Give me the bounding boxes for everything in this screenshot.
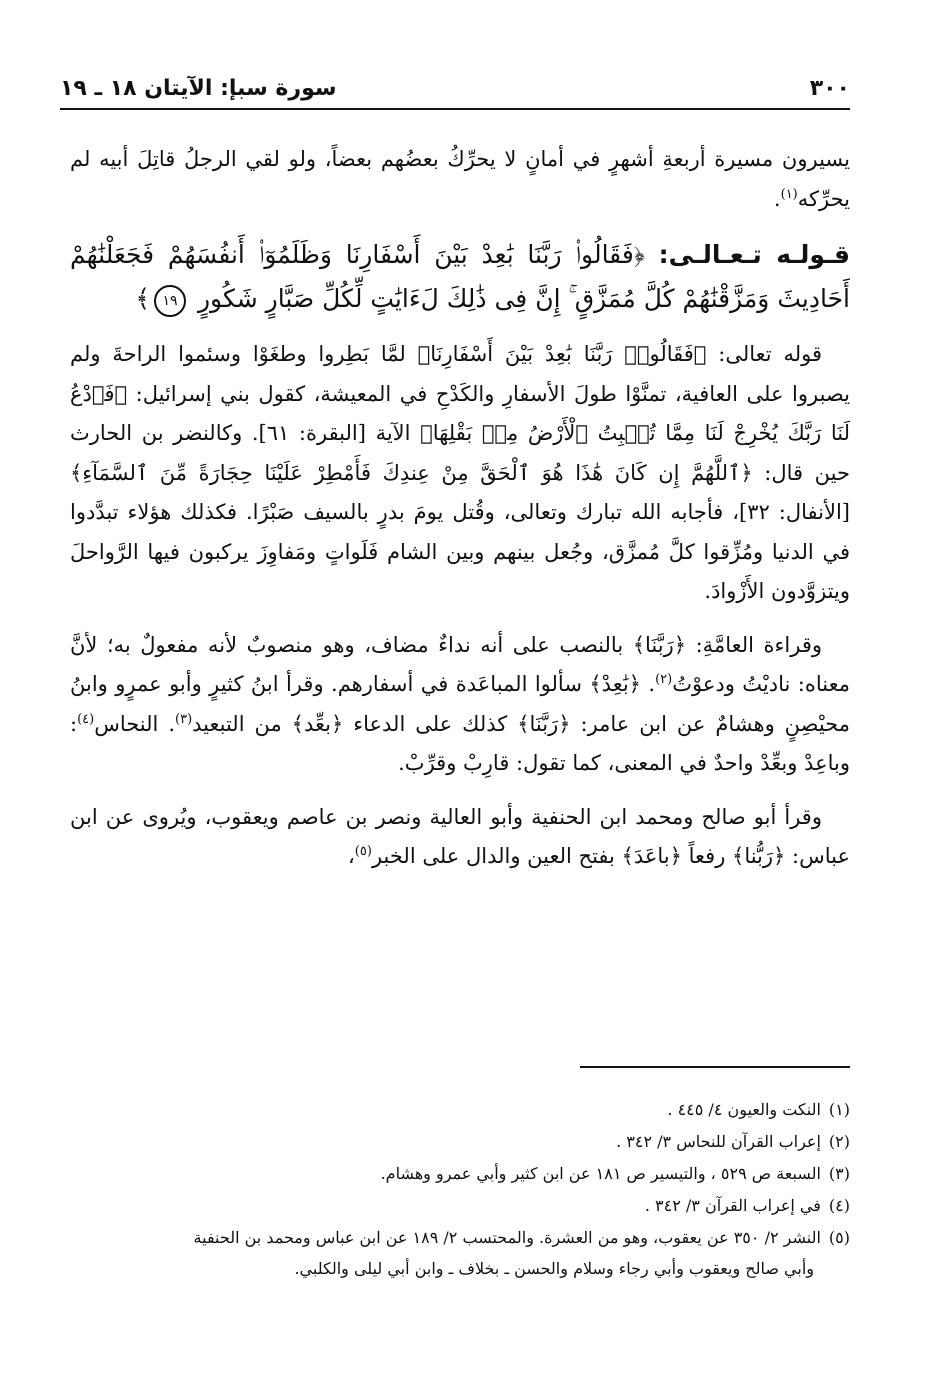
footnote-ref-5: (٥) xyxy=(354,844,372,859)
commentary-paragraph-2 xyxy=(70,626,850,784)
footnote-ref-1: (١) xyxy=(780,186,798,202)
footnote-text: النشر ٢/ ٣٥٠ عن يعقوب، وهو من العشرة. والمحتسب ٢/ ١٨٩ عن ابن عباس ومحمد بن الحنفية xyxy=(193,1228,821,1247)
footnote-continuation: وأبي صالح ويعقوب وأبي رجاء وسلام والحسن ـ بخلاف ـ وابن أبي ليلى والكلبي. xyxy=(294,1259,814,1278)
verse-text: ﴿فَقَالُوا۟ رَبَّنَا بَٰعِدْ بَيْنَ أَسْفَارِنَا وَظَلَمُوٓا۟ أَنفُسَهُمْ فَجَعَلْنَٰهُمْ أَحَادِيثَ وَمَزَّقْنَٰهُمْ كُلَّ مُمَزَّقٍ ۚ إِنَّ فِى ذَٰلِكَ لَءَايَٰتٍ لِّكُلِّ صَبَّارٍ شَكُورٍ xyxy=(70,240,850,313)
footnote-text: النكت والعيون ٤/ ٤٤٥ . xyxy=(667,1100,821,1119)
para2-text-c: . النحاس xyxy=(94,711,175,736)
verse-label: قـولـه تـعـالـى: xyxy=(658,240,850,269)
para3-end: ، xyxy=(348,844,355,868)
footnote-text: السبعة ص ٥٢٩ ، والتيسير ص ١٨١ عن ابن كثير وأبي عمرو وهشام. xyxy=(380,1164,821,1183)
footnote-3 xyxy=(65,1158,850,1189)
footnotes xyxy=(65,1094,850,1285)
footnote-1 xyxy=(65,1094,850,1125)
footnote-number: (٣) xyxy=(828,1164,850,1183)
footnote-text: إعراب القرآن للنحاس ٣/ ٣٤٢ . xyxy=(616,1132,821,1151)
footnote-4 xyxy=(65,1190,850,1221)
intro-text: يسيرون مسيرة أربعةِ أشهرٍ في أمانٍ لا يحرِّكُ بعضُهم بعضاً، ولو لقي الرجلُ قاتِلَ أبيه لم يحرِّكه xyxy=(70,147,850,211)
ayah-number-marker: ١٩ xyxy=(154,285,186,317)
para3-text-a: وقرأ أبو صالح ومحمد ابن الحنفية وأبو العالية ونصر بن عاصم ويعقوب، ويُروى عن ابن عباس: ﴿رَبُّنا﴾ رفعاً ﴿باعَدَ﴾ بفتح العين والدال على الخبر xyxy=(70,804,850,868)
para2-text-a: وقراءة العامَّةِ: ﴿رَبَّنَا﴾ بالنصب على أنه نداءٌ مضاف، وهو منصوبٌ لأنه مفعولٌ به؛ لأنَّ معناه: ناديْتُ ودعوْتُ xyxy=(70,632,851,696)
page-header xyxy=(60,70,850,106)
main-text xyxy=(70,140,850,891)
para2-text-d: : وباعِدْ وبعِّدْ واحدٌ في المعنى، كما تقول: قارِبْ وقرِّبْ. xyxy=(70,711,850,775)
footnote-number: (٤) xyxy=(828,1196,850,1215)
footnote-text: في إعراب القرآن ٣/ ٣٤٢ . xyxy=(644,1196,821,1215)
intro-paragraph xyxy=(70,140,850,219)
verse-close: ﴾ xyxy=(135,284,151,313)
footnote-ref-4: (٤) xyxy=(77,711,95,727)
page-number: ٣٠٠ xyxy=(809,75,850,101)
footnote-number: (١) xyxy=(828,1100,850,1119)
footnote-5 xyxy=(65,1222,850,1284)
para2-text-b: . ﴿بَٰعِدْ﴾ سألوا المباعَدة في أسفارهم. وقرأ ابنُ كثيرٍ وأبو عمرٍو وابنُ محيْصِنٍ وهشامٌ عن ابن عامر: ﴿رَبَّنَا﴾ كذلك على الدعاء ﴿بعِّد﴾ من التبعيد xyxy=(70,672,850,736)
footnote-2 xyxy=(65,1126,850,1157)
commentary-paragraph-1: قوله تعالى: ﴿فَقَالُوا۟ رَبَّنَا بَٰعِدْ بَيْنَ أَسْفَارِنَا﴾ لمَّا بَطِروا وطغَوْا وسئموا الراحةَ ولم يصبروا على العافية، تمنَّوْا طولَ الأسفارِ والكَدْحِ في المعيشة، كقول بني إسرائيل: ﴿فَٱدْعُ لَنَا رَبَّكَ يُخْرِجْ لَنَا مِمَّا تُنۢبِتُ ٱلْأَرْضُ مِنۢ بَقْلِهَا﴾ الآية [البقرة: ٦١]. وكالنضر بن الحارث حين قال: ﴿ٱللَّهُمَّ إِن كَانَ هَٰذَا هُوَ ٱلْحَقَّ مِنْ عِندِكَ فَأَمْطِرْ عَلَيْنَا حِجَارَةً مِّنَ ٱلسَّمَآءِ﴾ [الأنفال: ٣٢]، فأجابه الله تبارك وتعالى، وقُتل يومَ بدرٍ بالسيف صَبْرًا. فكذلك هؤلاء تبدَّدوا في الدنيا ومُزِّقوا كلَّ مُمزَّق، وجُعل بينهم وبين الشام فَلَواتٍ ومَفاوِزَ يركبون فيها الرَّواحلَ ويتزوَّدون الأَزْوادَ. xyxy=(70,342,850,603)
footnote-divider xyxy=(580,1066,850,1068)
footnote-number: (٢) xyxy=(828,1132,850,1151)
header-divider xyxy=(60,108,850,110)
footnote-number: (٥) xyxy=(828,1228,850,1247)
running-title: سورة سبإ: الآيتان ١٨ ـ ١٩ xyxy=(60,75,337,101)
commentary-paragraph-3 xyxy=(70,798,850,877)
intro-end: . xyxy=(773,186,781,211)
footnote-ref-3: (٣) xyxy=(175,711,193,727)
footnote-ref-2: (٢) xyxy=(655,672,673,687)
quran-verse-block xyxy=(70,233,850,321)
